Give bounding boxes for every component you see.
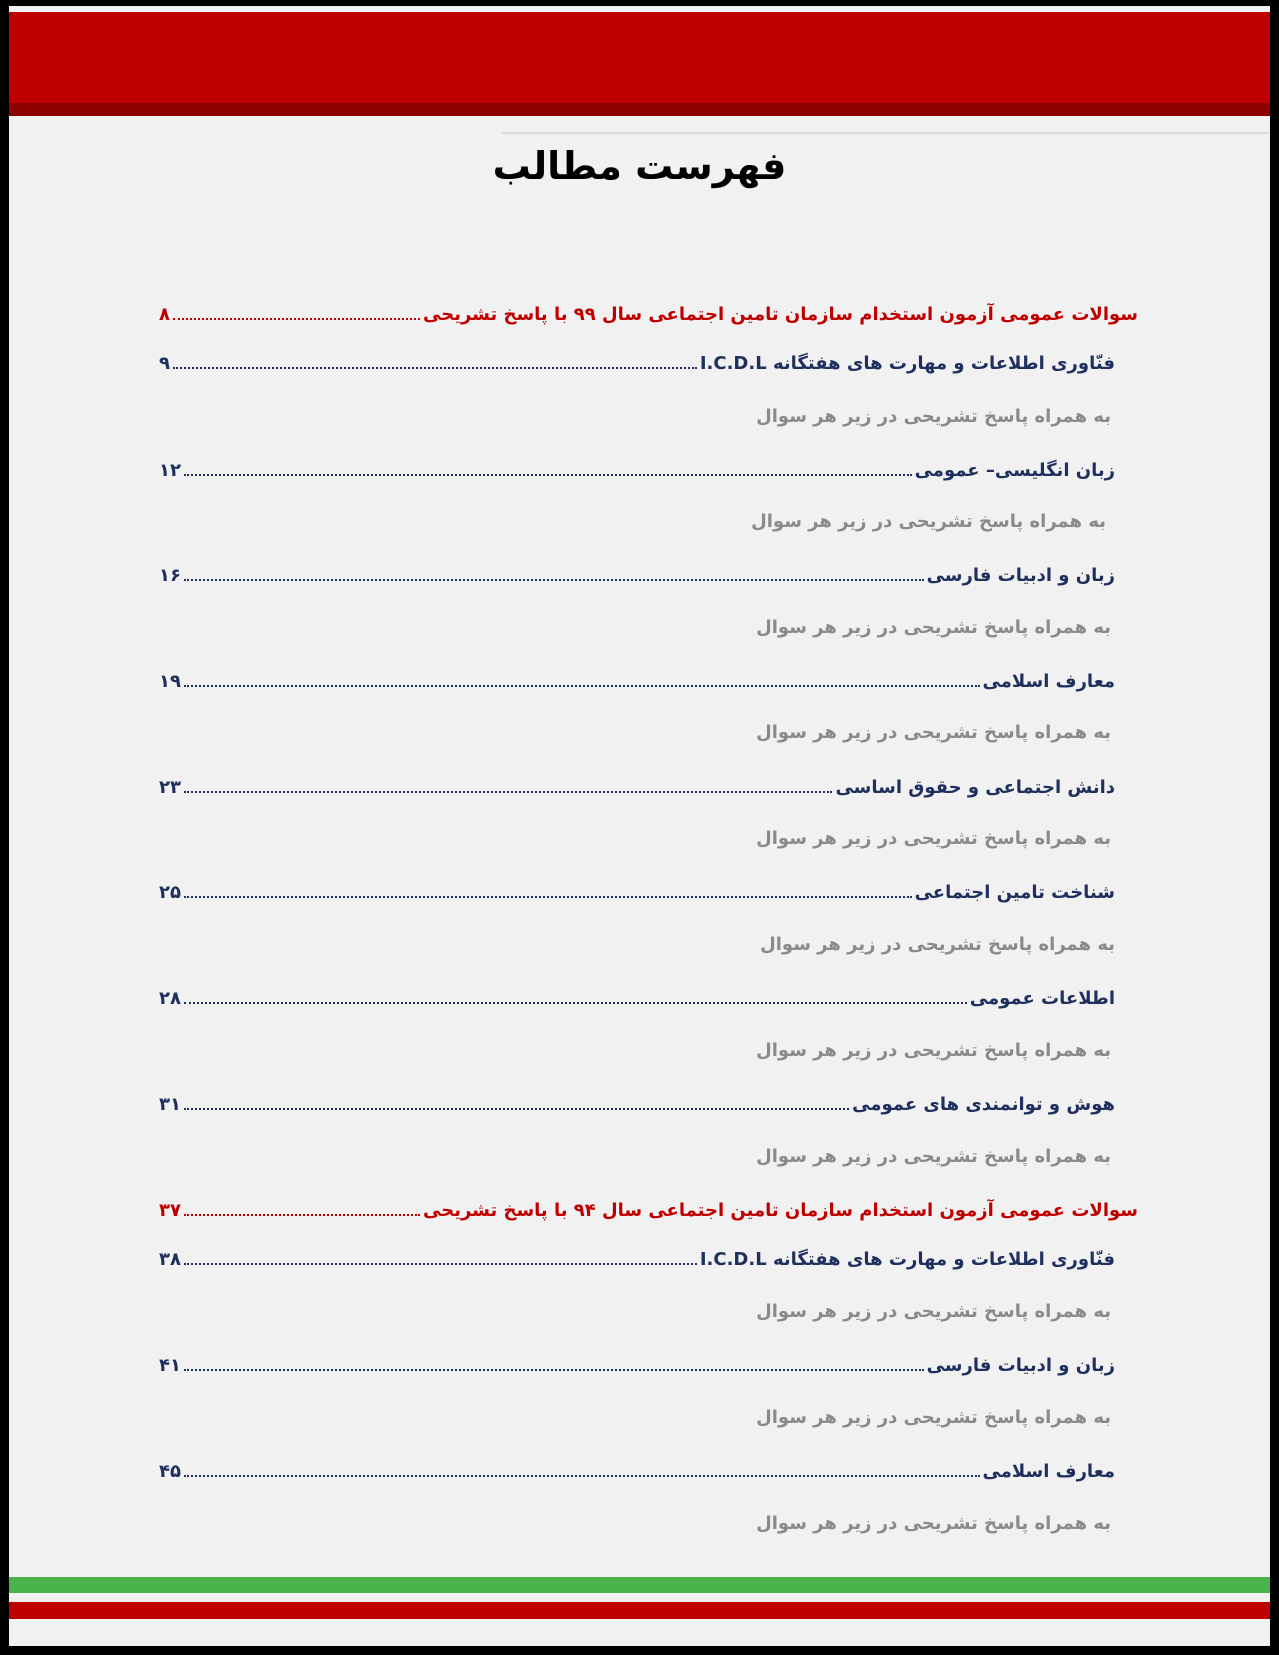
- toc-entry-title: شناخت تامین اجتماعی: [914, 882, 1115, 903]
- toc-leader: [184, 1108, 849, 1110]
- toc-entry[interactable]: [159, 884, 1115, 902]
- toc-leader: [184, 791, 832, 793]
- toc-entry[interactable]: [159, 1357, 1115, 1375]
- toc-leader: [184, 1263, 697, 1265]
- toc-note: به همراه پاسخ تشریحی در زیر هر سوال: [756, 406, 1111, 427]
- toc-note: به همراه پاسخ تشریحی در زیر هر سوال: [756, 1407, 1111, 1428]
- toc-entry-title: زبان و ادبیات فارسی: [926, 1355, 1115, 1376]
- toc-note: به همراه پاسخ تشریحی در زیر هر سوال: [756, 1040, 1111, 1061]
- toc-entry-page: ۴۱: [159, 1355, 181, 1376]
- toc-entry-page: ۲۳: [159, 777, 181, 798]
- toc-leader: [184, 1002, 967, 1004]
- toc-entry[interactable]: [159, 462, 1115, 480]
- toc-leader: [184, 1214, 420, 1216]
- toc-entry-title: زبان و ادبیات فارسی: [926, 565, 1115, 586]
- toc-entry[interactable]: [159, 567, 1115, 585]
- toc-leader: [184, 685, 980, 687]
- toc-entry[interactable]: [159, 355, 1115, 373]
- toc-leader: [173, 367, 697, 369]
- toc-entry-section[interactable]: [159, 306, 1138, 324]
- toc-note: به همراه پاسخ تشریحی در زیر هر سوال: [756, 1146, 1111, 1167]
- toc-entry-page: ۱۹: [159, 671, 181, 692]
- toc-entry-page: ۱۲: [159, 460, 181, 481]
- toc-entry-section[interactable]: [159, 1202, 1138, 1220]
- toc-note: به همراه پاسخ تشریحی در زیر هر سوال: [756, 828, 1111, 849]
- toc-entry[interactable]: [159, 779, 1115, 797]
- toc-entry-title: اطلاعات عمومی: [969, 988, 1115, 1009]
- toc-entry-page: ۱۶: [159, 565, 181, 586]
- footer-green-stripe: [9, 1577, 1270, 1593]
- toc-note: به همراه پاسخ تشریحی در زیر هر سوال: [756, 1513, 1111, 1534]
- toc-note: به همراه پاسخ تشریحی در زیر هر سوال: [756, 1301, 1111, 1322]
- toc-leader: [184, 1475, 980, 1477]
- toc-entry[interactable]: [159, 1251, 1115, 1269]
- toc-entry-title: سوالات عمومی آزمون استخدام سازمان تامین اجتماعی سال ۹۹ با پاسخ تشریحی: [423, 304, 1138, 325]
- toc-note: به همراه پاسخ تشریحی در زیر هر سوال: [756, 617, 1111, 638]
- toc-leader: [184, 474, 912, 476]
- footer-red-stripe: [9, 1602, 1270, 1619]
- toc-leader: [173, 318, 420, 320]
- table-of-contents: [9, 6, 1279, 1655]
- toc-entry-title: هوش و توانمندی های عمومی: [852, 1094, 1115, 1115]
- toc-note: به همراه پاسخ تشریحی در زیر هر سوال: [756, 722, 1111, 743]
- toc-note: به همراه پاسخ تشریحی در زیر هر سوال: [751, 511, 1106, 532]
- toc-entry[interactable]: [159, 990, 1115, 1008]
- toc-entry-title: معارف اسلامی: [982, 671, 1115, 692]
- toc-entry-title: معارف اسلامی: [982, 1461, 1115, 1482]
- toc-entry-title: فنّاوری اطلاعات و مهارت های هفتگانه I.C.D.L: [699, 1249, 1115, 1270]
- toc-entry-page: ۹: [159, 353, 170, 374]
- toc-entry-page: ۲۵: [159, 882, 181, 903]
- toc-entry[interactable]: [159, 673, 1115, 691]
- toc-entry-page: ۴۵: [159, 1461, 181, 1482]
- toc-leader: [184, 896, 912, 898]
- toc-entry-page: ۳۱: [159, 1094, 181, 1115]
- toc-leader: [184, 1369, 924, 1371]
- page-title: فهرست مطالب: [492, 144, 787, 188]
- toc-entry[interactable]: [159, 1096, 1115, 1114]
- toc-entry-title: فنّاوری اطلاعات و مهارت های هفتگانه I.C.D.L: [699, 353, 1115, 374]
- toc-entry-page: ۸: [159, 304, 170, 325]
- toc-leader: [184, 579, 924, 581]
- toc-note: به همراه پاسخ تشریحی در زیر هر سوال: [760, 934, 1115, 955]
- toc-entry[interactable]: [159, 1463, 1115, 1481]
- toc-entry-page: ۳۸: [159, 1249, 181, 1270]
- toc-entry-title: دانش اجتماعی و حقوق اساسی: [835, 777, 1115, 798]
- toc-entry-page: ۳۷: [159, 1200, 181, 1221]
- toc-entry-page: ۲۸: [159, 988, 181, 1009]
- toc-entry-title: سوالات عمومی آزمون استخدام سازمان تامین اجتماعی سال ۹۴ با پاسخ تشریحی: [423, 1200, 1138, 1221]
- toc-entry-title: زبان انگلیسی– عمومی: [914, 460, 1115, 481]
